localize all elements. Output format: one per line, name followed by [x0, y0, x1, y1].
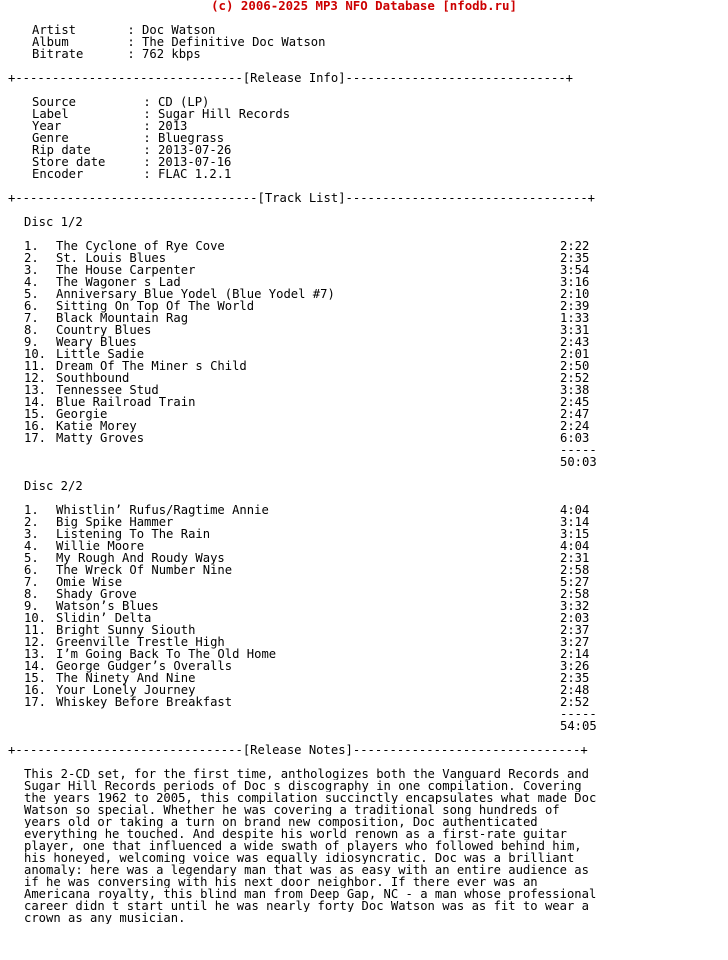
track-duration: 5:27: [560, 575, 590, 589]
track-title: Matty Groves: [56, 431, 145, 445]
track-number: 8.: [24, 587, 39, 601]
notes-line: crown as any musician.: [24, 912, 186, 924]
notes-line: if he was conversing with his next door neighbor. If there ever was an: [24, 876, 538, 888]
track-title: Listening To The Rain: [56, 527, 211, 541]
album-value: The Definitive Doc Watson: [142, 35, 326, 49]
key-separator: :: [136, 155, 159, 169]
release-info-row: [8, 108, 728, 120]
track-duration: 2:35: [560, 671, 590, 685]
track-number: 5.: [24, 551, 39, 565]
track-number: 8.: [24, 323, 39, 337]
release-notes-body: [8, 768, 728, 924]
track-title: Country Blues: [56, 323, 152, 337]
track-duration: 2:47: [560, 407, 590, 421]
track-duration: 4:04: [560, 539, 590, 553]
bitrate-value: 762 kbps: [142, 47, 201, 61]
track-number: 17.: [24, 695, 47, 709]
track-title: George Gudger’s Overalls: [56, 659, 233, 673]
disc-total-time: 50:03: [560, 455, 597, 469]
album-row: Album : The Definitive Doc Watson: [8, 36, 728, 48]
key-separator: :: [136, 119, 159, 133]
track-title: Your Lonely Journey: [56, 683, 196, 697]
release-info-key: Store date: [32, 155, 106, 169]
track-duration: 2:48: [560, 683, 590, 697]
track-number: 13.: [24, 647, 47, 661]
track-number: 3.: [24, 527, 39, 541]
release-info-key: Year: [32, 119, 106, 133]
release-info-value: FLAC 1.2.1: [158, 167, 232, 181]
track-number: 7.: [24, 575, 39, 589]
track-list: [8, 216, 728, 744]
track-title: I’m Going Back To The Old Home: [56, 647, 277, 661]
notes-line: anomaly: here was a legendary man that was as easy with an entire audience as: [24, 864, 589, 876]
track-number: 9.: [24, 335, 39, 349]
track-duration: 2:01: [560, 347, 590, 361]
track-number: 10.: [24, 347, 47, 361]
track-row: [8, 432, 728, 444]
key-separator: :: [136, 107, 159, 121]
track-number: 15.: [24, 671, 47, 685]
track-duration: 2:03: [560, 611, 590, 625]
track-title: Blue Railroad Train: [56, 395, 196, 409]
track-duration: 2:24: [560, 419, 590, 433]
track-title: Bright Sunny Siouth: [56, 623, 196, 637]
nfo-page: [8, 0, 728, 960]
track-number: 16.: [24, 683, 47, 697]
track-title: The House Carpenter: [56, 263, 196, 277]
track-number: 17.: [24, 431, 47, 445]
notes-line: years old or taking a turn on brand new composition, Doc authenticated: [24, 816, 538, 828]
track-number: 16.: [24, 419, 47, 433]
artist-value: Doc Watson: [142, 23, 216, 37]
track-number: 13.: [24, 383, 47, 397]
notes-line: the years 1962 to 2005, this compilation succinctly encapsulates what made Doc: [24, 792, 597, 804]
notes-line: his honeyed, welcoming voice was equally idiosyncratic. Doc was a brilliant: [24, 852, 575, 864]
track-duration: 1:33: [560, 311, 590, 325]
release-info-key: Source: [32, 95, 106, 109]
track-number: 10.: [24, 611, 47, 625]
track-number: 12.: [24, 371, 47, 385]
artist-key: Artist: [32, 23, 84, 37]
track-title: Big Spike Hammer: [56, 515, 174, 529]
track-title: St. Louis Blues: [56, 251, 167, 265]
track-duration: 2:52: [560, 371, 590, 385]
release-info-key: Label: [32, 107, 106, 121]
track-number: 7.: [24, 311, 39, 325]
track-duration: 2:58: [560, 587, 590, 601]
release-info-value: 2013-07-16: [158, 155, 232, 169]
track-number: 3.: [24, 263, 39, 277]
track-duration: 3:38: [560, 383, 590, 397]
track-title: Slidin’ Delta: [56, 611, 152, 625]
disc-total-time: 54:05: [560, 719, 597, 733]
track-title: My Rough And Roudy Ways: [56, 551, 225, 565]
track-duration: 3:27: [560, 635, 590, 649]
disc-label: Disc 1/2: [24, 216, 83, 228]
track-duration: 3:14: [560, 515, 590, 529]
notes-line: This 2-CD set, for the first time, anthologizes both the Vanguard Records and: [24, 768, 589, 780]
release-info-row: [8, 120, 728, 132]
notes-line: player, one that influenced a wide swath of players who followed behind him,: [24, 840, 582, 852]
release-info-row: [8, 144, 728, 156]
track-title: The Ninety And Nine: [56, 671, 196, 685]
track-number: 4.: [24, 539, 39, 553]
track-duration: 2:14: [560, 647, 590, 661]
track-duration: 2:52: [560, 695, 590, 709]
track-title: Georgie: [56, 407, 108, 421]
release-info-value: 2013-07-26: [158, 143, 232, 157]
track-title: Southbound: [56, 371, 130, 385]
release-info-row: [8, 156, 728, 168]
key-separator: :: [136, 167, 159, 181]
track-title: Anniversary Blue Yodel (Blue Yodel #7): [56, 287, 335, 301]
track-number: 2.: [24, 515, 39, 529]
release-info-key: Encoder: [32, 167, 106, 181]
release-notes-divider: +------------------------------- [Release Notes] -------------------------------+: [8, 743, 588, 757]
track-number: 14.: [24, 659, 47, 673]
release-info-row: [8, 96, 728, 108]
track-title: Greenville Trestle High: [56, 635, 225, 649]
track-duration: 2:39: [560, 299, 590, 313]
track-title: Sitting On Top Of The World: [56, 299, 255, 313]
track-title: Tennessee Stud: [56, 383, 159, 397]
disc-label: Disc 2/2: [24, 480, 83, 492]
key-separator: :: [136, 131, 159, 145]
track-duration: 3:26: [560, 659, 590, 673]
track-title: Omie Wise: [56, 575, 123, 589]
release-info-row: [8, 168, 728, 180]
track-title: Black Mountain Rag: [56, 311, 189, 325]
track-number: 11.: [24, 359, 47, 373]
track-duration: 3:54: [560, 263, 590, 277]
track-title: The Cyclone of Rye Cove: [56, 239, 225, 253]
track-title: Shady Grove: [56, 587, 137, 601]
track-number: 5.: [24, 287, 39, 301]
track-duration: 2:50: [560, 359, 590, 373]
track-duration: 3:15: [560, 527, 590, 541]
disc-total: [8, 456, 728, 468]
track-duration: 3:16: [560, 275, 590, 289]
release-info-row: [8, 132, 728, 144]
track-duration: 2:10: [560, 287, 590, 301]
site-header: (c) 2006-2025 MP3 NFO Database [nfodb.ru]: [211, 0, 517, 12]
key-separator: :: [136, 95, 159, 109]
track-number: 11.: [24, 623, 47, 637]
track-title: Watson’s Blues: [56, 599, 159, 613]
disc-total-separator: [8, 444, 728, 456]
track-number: 1.: [24, 503, 39, 517]
release-info-key: Rip date: [32, 143, 106, 157]
track-number: 6.: [24, 563, 39, 577]
track-duration: 2:45: [560, 395, 590, 409]
release-notes-heading: [Release Notes]: [242, 743, 353, 757]
notes-line: Watson so special. Whether he was covering a traditional song hundreds of: [24, 804, 560, 816]
key-separator: :: [136, 143, 159, 157]
release-info-value: Bluegrass: [158, 131, 225, 145]
notes-line: Americana royalty, this blind man from Deep Gap, NC - a man whose professional: [24, 888, 597, 900]
track-duration: 2:35: [560, 251, 590, 265]
track-number: 4.: [24, 275, 39, 289]
track-title: Whiskey Before Breakfast: [56, 695, 233, 709]
track-title: The Wagoner s Lad: [56, 275, 181, 289]
track-title: Whistlin’ Rufus/Ragtime Annie: [56, 503, 269, 517]
track-duration: 3:31: [560, 323, 590, 337]
track-list-divider: +--------------------------------- [Track List] ---------------------------------+: [8, 191, 596, 205]
release-info-block: [8, 96, 728, 180]
total-rule: -----: [560, 707, 597, 721]
release-info-value: Sugar Hill Records: [158, 107, 291, 121]
release-info-value: 2013: [158, 119, 188, 133]
track-duration: 2:22: [560, 239, 590, 253]
track-row: [8, 396, 728, 408]
track-number: 12.: [24, 635, 47, 649]
bitrate-row: Bitrate : 762 kbps: [8, 48, 728, 60]
track-title: Weary Blues: [56, 335, 137, 349]
track-title: Little Sadie: [56, 347, 145, 361]
total-rule: -----: [560, 443, 597, 457]
notes-line: Sugar Hill Records periods of Doc s discography in one compilation. Covering: [24, 780, 582, 792]
track-duration: 3:32: [560, 599, 590, 613]
track-title: The Wreck Of Number Nine: [56, 563, 233, 577]
track-number: 6.: [24, 299, 39, 313]
release-info-divider: +------------------------------- [Release Info] ------------------------------+: [8, 71, 574, 85]
track-duration: 2:37: [560, 623, 590, 637]
track-duration: 2:31: [560, 551, 590, 565]
release-info-value: CD (LP): [158, 95, 210, 109]
track-number: 1.: [24, 239, 39, 253]
release-info-key: Genre: [32, 131, 106, 145]
track-number: 14.: [24, 395, 47, 409]
track-title: Willie Moore: [56, 539, 145, 553]
disc-total: [8, 720, 728, 732]
notes-line: everything he touched. And despite his world renown as a first-rate guitar: [24, 828, 567, 840]
track-duration: 6:03: [560, 431, 590, 445]
track-number: 2.: [24, 251, 39, 265]
track-duration: 2:43: [560, 335, 590, 349]
track-row: [8, 696, 728, 708]
track-duration: 4:04: [560, 503, 590, 517]
album-key: Album: [32, 35, 84, 49]
track-list-heading: [Track List]: [257, 191, 346, 205]
release-info-heading: [Release Info]: [242, 71, 346, 85]
track-number: 15.: [24, 407, 47, 421]
track-title: Dream Of The Miner s Child: [56, 359, 247, 373]
bitrate-key: Bitrate: [32, 47, 84, 61]
track-duration: 2:58: [560, 563, 590, 577]
track-number: 9.: [24, 599, 39, 613]
artist-row: Artist : Doc Watson: [8, 24, 728, 36]
notes-line: career didn t start until he was nearly forty Doc Watson was as fit to wear a: [24, 900, 589, 912]
track-title: Katie Morey: [56, 419, 137, 433]
disc-total-separator: [8, 708, 728, 720]
